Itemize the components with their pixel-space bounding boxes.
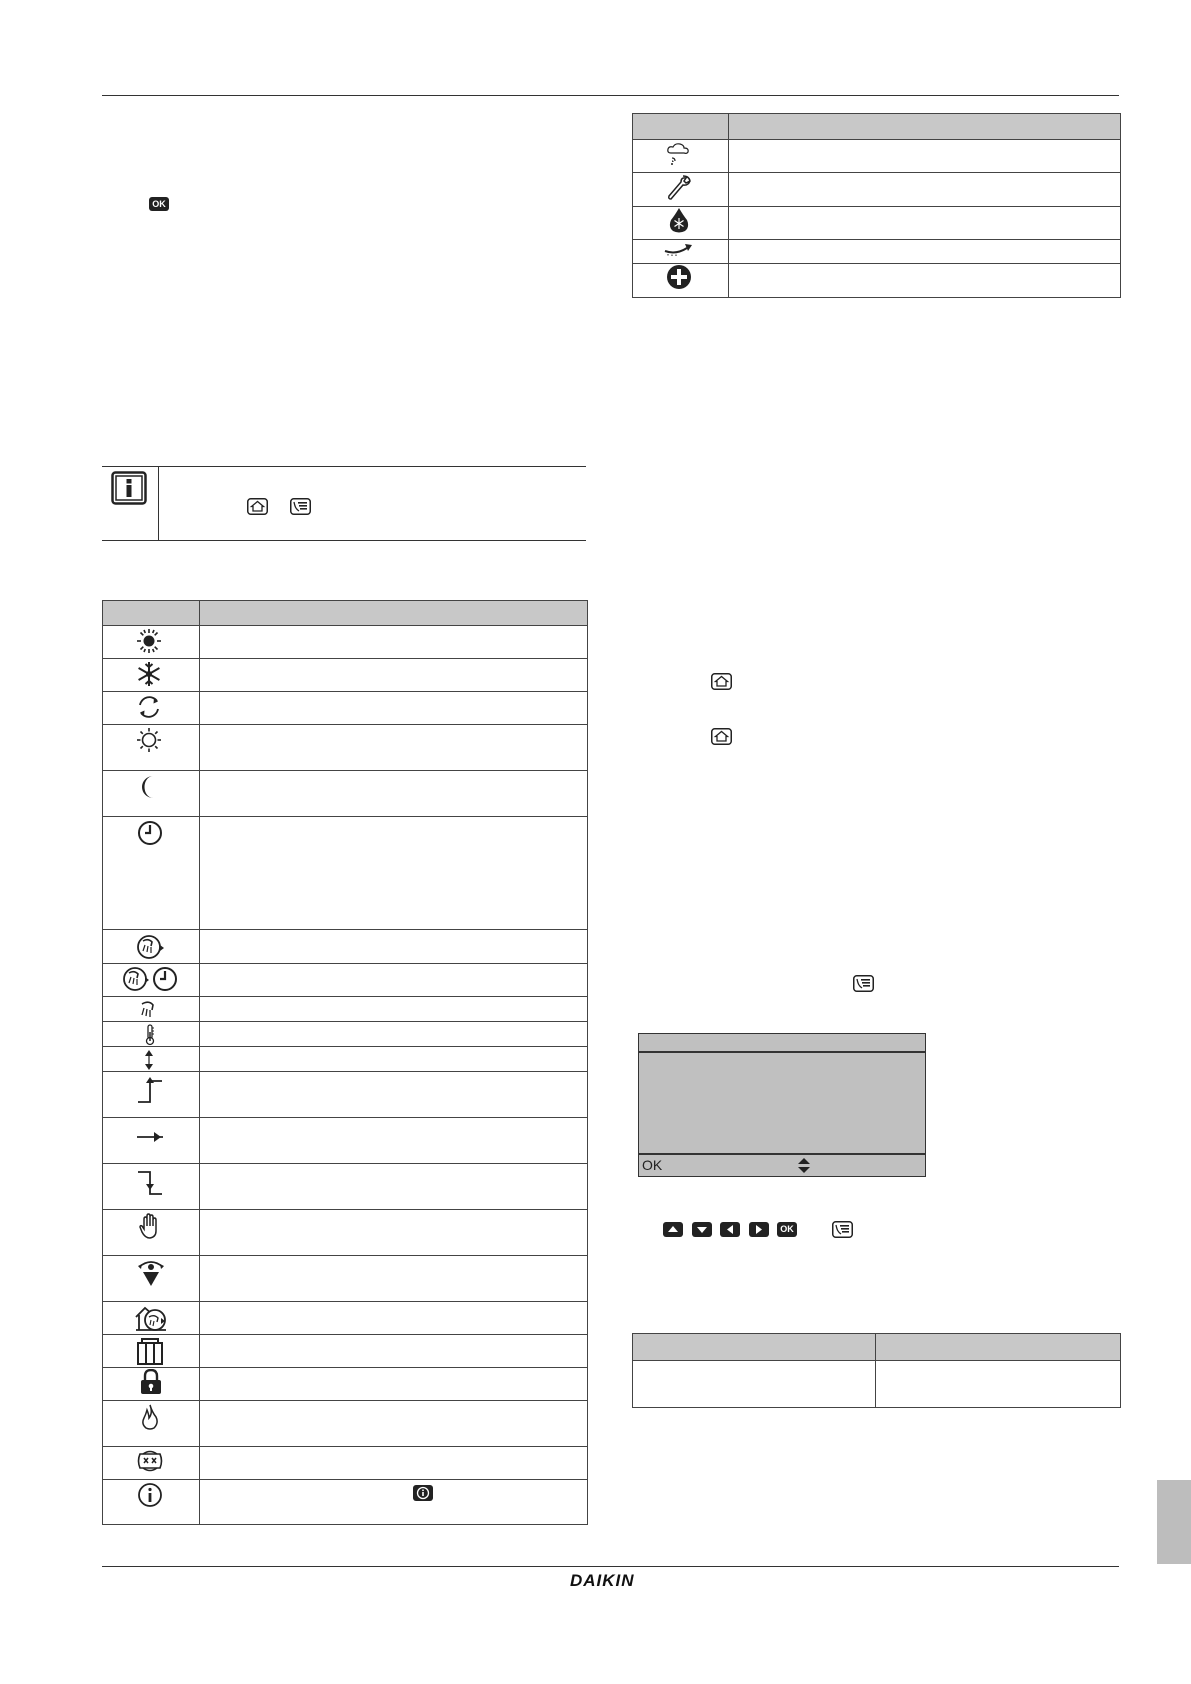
screen-footer bbox=[639, 1153, 925, 1176]
sun-icon bbox=[136, 628, 162, 654]
table-row bbox=[633, 207, 1120, 240]
ok-key-icon: OK bbox=[149, 197, 169, 211]
clock-icon bbox=[137, 820, 163, 846]
shower-icon bbox=[139, 1000, 159, 1020]
error-face-icon bbox=[136, 1448, 164, 1474]
table-row bbox=[103, 997, 587, 1022]
snowflake-icon bbox=[136, 661, 162, 687]
screen-mockup bbox=[638, 1033, 926, 1177]
icon-table-left bbox=[102, 600, 588, 1525]
table-row bbox=[633, 140, 1120, 173]
brand-logo: DAIKIN bbox=[570, 1571, 635, 1590]
horizontal-arrow-icon bbox=[136, 1131, 164, 1143]
table-row bbox=[103, 659, 587, 692]
updown-arrow-icon bbox=[143, 1049, 155, 1071]
flame-icon bbox=[141, 1404, 159, 1430]
menu-key-icon bbox=[832, 1221, 853, 1238]
table-row bbox=[103, 771, 587, 817]
step-up-icon bbox=[136, 1076, 164, 1106]
step-down-icon bbox=[136, 1168, 164, 1198]
table-row bbox=[103, 1047, 587, 1072]
up-key-icon bbox=[663, 1222, 683, 1237]
home-key-icon bbox=[247, 498, 268, 515]
shower-clock-arrow-icon bbox=[136, 933, 166, 961]
table-row bbox=[103, 817, 587, 930]
comfort-sun-icon bbox=[136, 727, 162, 753]
screen-ok-label: OK bbox=[642, 1157, 663, 1173]
table-header bbox=[633, 1334, 1120, 1361]
section-tab bbox=[1157, 1480, 1191, 1564]
table-row bbox=[103, 1335, 587, 1368]
info-icon bbox=[137, 1482, 163, 1508]
table-row bbox=[103, 1447, 587, 1480]
curved-arrow-icon bbox=[664, 242, 694, 256]
table-row bbox=[103, 725, 587, 771]
powerful-icon bbox=[136, 1258, 166, 1288]
table-row bbox=[103, 1072, 587, 1118]
home-key-icon bbox=[711, 673, 732, 690]
moon-icon bbox=[138, 774, 160, 800]
table-row bbox=[103, 692, 587, 725]
radiator-icon bbox=[136, 1337, 164, 1365]
menu-key-icon bbox=[290, 498, 311, 515]
lock-icon bbox=[140, 1369, 162, 1395]
table-row bbox=[103, 1368, 587, 1401]
table-row bbox=[103, 1401, 587, 1447]
down-key-icon bbox=[692, 1222, 712, 1237]
note-top-rule bbox=[102, 466, 586, 467]
table-row bbox=[103, 626, 587, 659]
updown-select-icon bbox=[797, 1157, 811, 1174]
table-header bbox=[633, 114, 1120, 140]
hand-icon bbox=[139, 1213, 161, 1241]
table-row bbox=[633, 264, 1120, 297]
plus-circle-icon bbox=[666, 264, 692, 290]
table-row bbox=[103, 1302, 587, 1335]
right-key-icon bbox=[749, 1222, 769, 1237]
wrench-icon bbox=[666, 174, 692, 202]
table-column-divider bbox=[875, 1334, 876, 1407]
table-row bbox=[103, 1118, 587, 1164]
thermometer-icon bbox=[144, 1024, 156, 1046]
drop-snowflake-icon bbox=[669, 207, 689, 233]
info-key-icon bbox=[413, 1485, 433, 1501]
table-row bbox=[103, 1164, 587, 1210]
table-row bbox=[103, 1480, 587, 1524]
footer-rule bbox=[102, 1566, 1119, 1567]
table-row bbox=[103, 930, 587, 964]
menu-key-icon bbox=[853, 975, 874, 992]
auto-cycle-icon bbox=[136, 694, 162, 720]
table-row bbox=[103, 1210, 587, 1256]
table-row bbox=[633, 240, 1120, 264]
info-note-icon bbox=[111, 471, 147, 505]
house-gauge-icon bbox=[134, 1304, 168, 1332]
table-row bbox=[633, 173, 1120, 207]
table-header bbox=[103, 601, 587, 626]
two-column-table bbox=[632, 1333, 1121, 1408]
table-row bbox=[103, 1256, 587, 1302]
home-key-icon bbox=[711, 728, 732, 745]
header-rule bbox=[102, 95, 1119, 96]
screen-title-bar bbox=[639, 1034, 925, 1053]
ok-key-icon: OK bbox=[777, 1222, 797, 1237]
icon-table-right bbox=[632, 113, 1121, 298]
cloud-signal-icon bbox=[666, 142, 692, 166]
shower-clock-pair-icon bbox=[123, 965, 179, 993]
note-divider bbox=[158, 466, 159, 541]
table-row bbox=[103, 1022, 587, 1047]
left-key-icon bbox=[720, 1222, 740, 1237]
note-bottom-rule bbox=[102, 540, 586, 541]
